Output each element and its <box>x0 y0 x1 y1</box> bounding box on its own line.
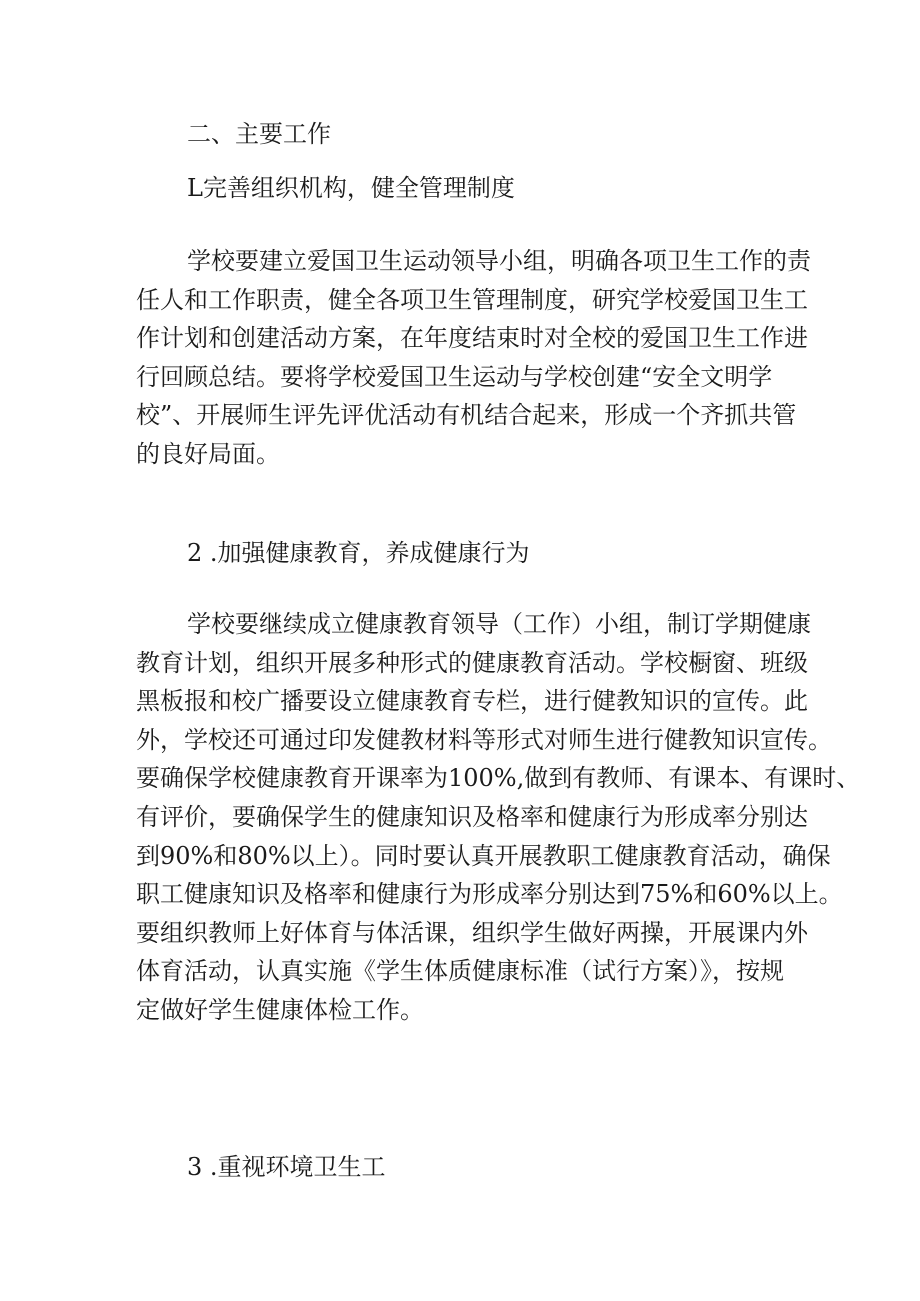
item-1-paragraph <box>136 242 816 474</box>
paragraph-line: 职工健康知识及格率和健康行为形成率分别达到75%和60%以上。 <box>136 880 843 909</box>
item-2-heading: 2 .加强健康教育，养成健康行为 <box>187 539 530 567</box>
paragraph-line: 行回顾总结。要将学校爱国卫生运动与学校创建“安全文明学 <box>136 362 773 391</box>
paragraph-line: 教育计划，组织开展多种形式的健康教育活动。学校橱窗、班级 <box>136 648 808 677</box>
paragraph-line: 的良好局面。 <box>136 439 280 468</box>
paragraph-line: 学校要继续成立健康教育领导（工作）小组，制订学期健康 <box>187 610 811 638</box>
paragraph-line: 外，学校还可通过印发健教材料等形式对师生进行健教知识宣传。 <box>136 725 832 754</box>
item-3-heading: 3 .重视环境卫生工 <box>187 1153 386 1181</box>
paragraph-line: 定做好学生健康体检工作。 <box>136 995 424 1024</box>
paragraph-line: 到90%和80%以上）。同时要认真开展教职工健康教育活动，确保 <box>136 841 831 870</box>
paragraph-line: 体育活动，认真实施《学生体质健康标准（试行方案）》，按规 <box>136 957 784 986</box>
item-1-heading: L完善组织机构，健全管理制度 <box>187 174 515 202</box>
paragraph-line: 校”、开展师生评先评优活动有机结合起来，形成一个齐抓共管 <box>136 401 797 430</box>
section-title: 二、主要工作 <box>187 120 331 148</box>
paragraph-line: 黑板报和校广播要设立健康教育专栏，进行健教知识的宣传。此 <box>136 687 808 716</box>
paragraph-line: 学校要建立爱国卫生运动领导小组，明确各项卫生工作的责 <box>187 247 811 275</box>
paragraph-line: 有评价，要确保学生的健康知识及格率和健康行为形成率分别达 <box>136 802 808 831</box>
item-2-paragraph <box>136 605 861 1030</box>
paragraph-line: 要组织教师上好体育与体活课，组织学生做好两操，开展课内外 <box>136 918 808 947</box>
paragraph-line: 作计划和创建活动方案，在年度结束时对全校的爱国卫生工作进 <box>136 324 808 353</box>
paragraph-line: 要确保学校健康教育开课率为100%,做到有教师、有课本、有课时、 <box>136 764 861 793</box>
paragraph-line: 任人和工作职责，健全各项卫生管理制度，研究学校爱国卫生工 <box>136 285 808 314</box>
